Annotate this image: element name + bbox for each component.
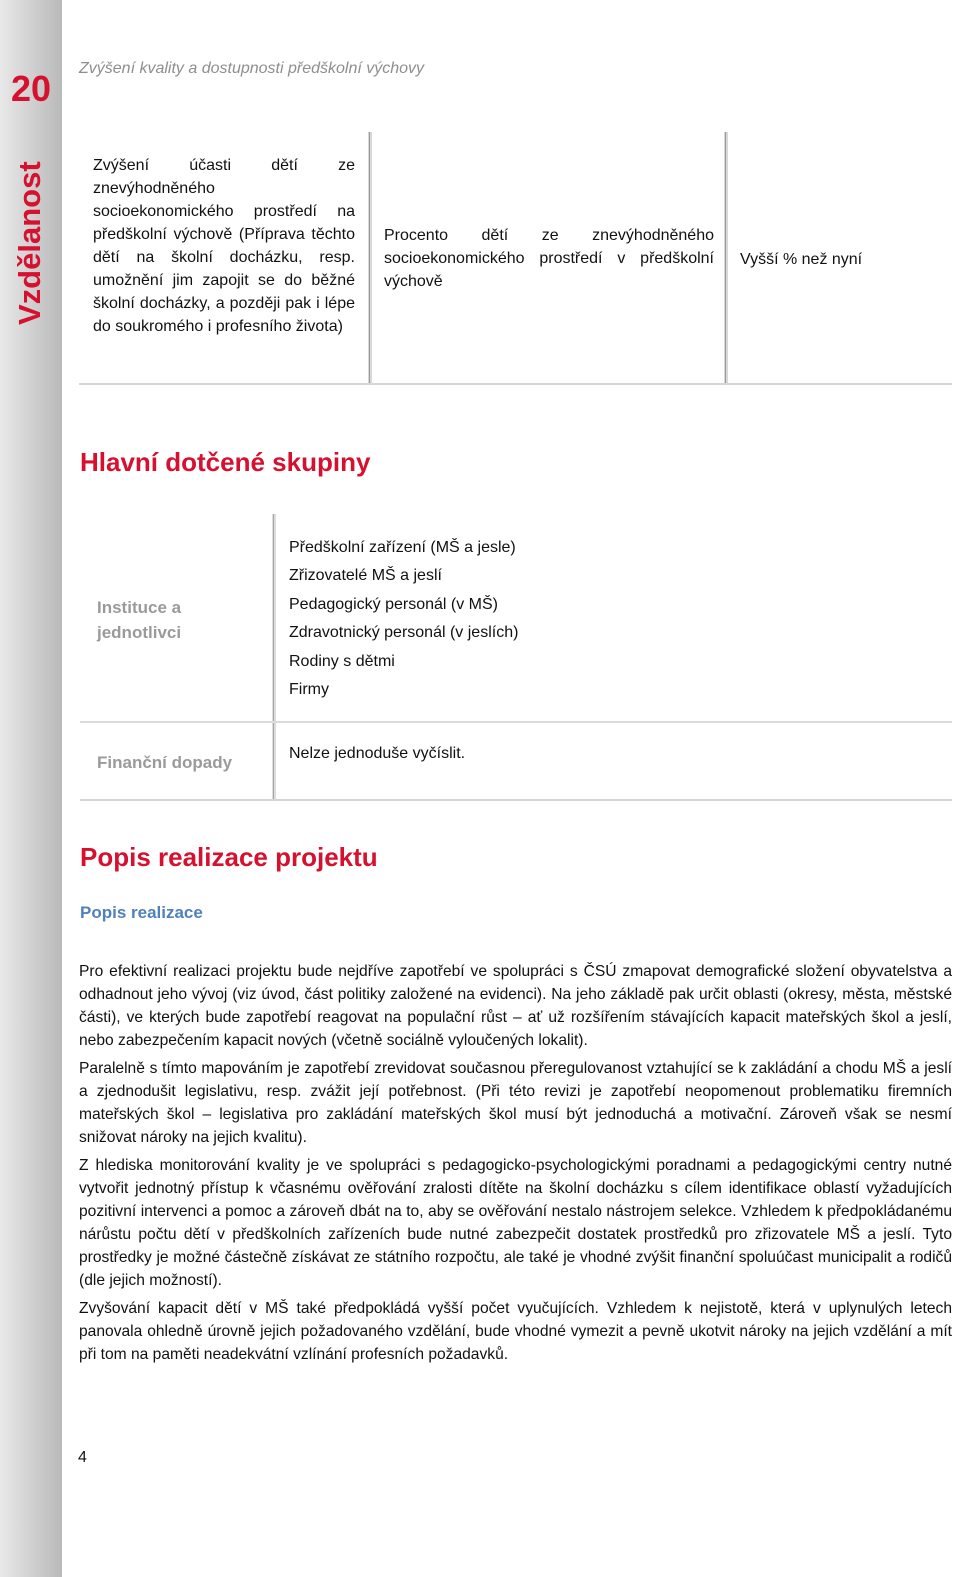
paragraph: Z hlediska monitorování kvality je ve spolupráci s pedagogicko-psychologickými poradnami a pedagogickými centry nutné vytvořit jednotný přístup k včasnému ověřování zralosti dítěte na školní docházku s cílem identifikace oblastí vyžadujících pozitivní intervenci a pomoc a zároveň dbát na to, aby se ověřování nestalo nástrojem selekce. Vzhledem k předpokládanému nárůstu počtu dětí v předškolních zařízeních bude nutné zabezpečit dostatek prostředků pro zřizovatele MŠ a jeslí. Tyto prostředky je možné částečně získávat ze státního rozpočtu, ale také je vhodné zvýšit finanční spoluúčast municipalit a rodičů (dle jejich možností).: [79, 1157, 952, 1289]
running-header: Zvýšení kvality a dostupnosti předškolní výchovy: [79, 60, 425, 77]
list-item: Zdravotnický personál (v jeslích): [289, 624, 519, 642]
row-divider: [80, 721, 952, 723]
realization-body: [79, 960, 952, 1371]
realization-subheading: Popis realizace: [80, 903, 203, 922]
indicator-table: [79, 132, 952, 385]
groups-heading: Hlavní dotčené skupiny: [80, 447, 371, 477]
column-divider: [272, 514, 276, 801]
goal-text: Zvýšení účasti dětí ze znevýhodněného socioekonomického prostředí na předškolní výchově (Příprava těchto dětí na školní docházku, resp. umožnění jim zapojit se do běžné školní docházky, a později pak i lépe do soukromého i profesního života): [93, 157, 355, 335]
paragraph: Pro efektivní realizaci projektu bude nejdříve zapotřebí ve spolupráci s ČSÚ zmapovat demografické složení obyvatelstva a odhadnout jeho vývoj (viz úvod, část politiky založené na evidenci). Na jeho základě pak určit oblasti (okresy, města, městské části), ve kterých bude zapotřebí reagovat na populační růst – ať už rozšířením stávajících kapacit mateřských škol a jeslí, nebo zabezpečením kapacit nových (včetně sociálně vyloučených lokalit).: [79, 963, 952, 1049]
goal-cell: [79, 132, 368, 385]
financial-label: Finanční dopady: [97, 753, 233, 772]
realization-heading: Popis realizace projektu: [80, 842, 378, 872]
groups-table: [80, 514, 952, 801]
list-item: Firmy: [289, 681, 329, 699]
list-item: Pedagogický personál (v MŠ): [289, 595, 498, 613]
list-item: Zřizovatelé MŠ a jeslí: [289, 567, 442, 585]
target-cell: [726, 132, 952, 385]
indicator-text: Procento dětí ze znevýhodněného socioekonomického prostředí v předškolní výchově: [384, 227, 714, 290]
financial-value: Nelze jednoduše vyčíslit.: [289, 745, 466, 762]
list-item: Rodiny s dětmi: [289, 652, 395, 670]
sidebar-vertical-title: Vzdělanost: [12, 161, 47, 325]
chapter-number: 20: [10, 68, 52, 109]
paragraph: Zvyšování kapacit dětí v MŠ také předpokládá vyšší počet vyučujících. Vzhledem k nejistotě, která v uplynulých letech panovala ohledně úrovně jejich požadovaného vzdělání, bude vhodné vymezit a pevně ukotvit nároky na jejich vzdělání a mít při tom na paměti neadekvátní vzlínání profesních požadavků.: [79, 1300, 952, 1363]
page-number: 4: [78, 1449, 87, 1466]
paragraph: Paralelně s tímto mapováním je zapotřebí zrevidovat současnou přeregulovanost vztahující se k zakládání a chodu MŠ a jeslí a zjednodušit legislativu, resp. zvážit její potřebnost. (Při této revizi je zapotřebí neopomenout problematiku firemních mateřských škol – legislativa pro zakládání mateřských škol musí být jednoduchá a motivační. Zároveň však se nesmí snižovat nároky na jejich kvalitu).: [79, 1060, 952, 1146]
target-text: Vyšší % než nyní: [740, 251, 863, 268]
indicator-cell: [368, 132, 726, 385]
table-bottom-rule: [79, 383, 952, 385]
table-bottom-rule: [80, 799, 952, 801]
institutions-label: Instituce a jednotlivci: [97, 598, 182, 642]
institutions-list: [289, 534, 518, 704]
list-item: Předškolní zařízení (MŠ a jesle): [289, 539, 516, 556]
